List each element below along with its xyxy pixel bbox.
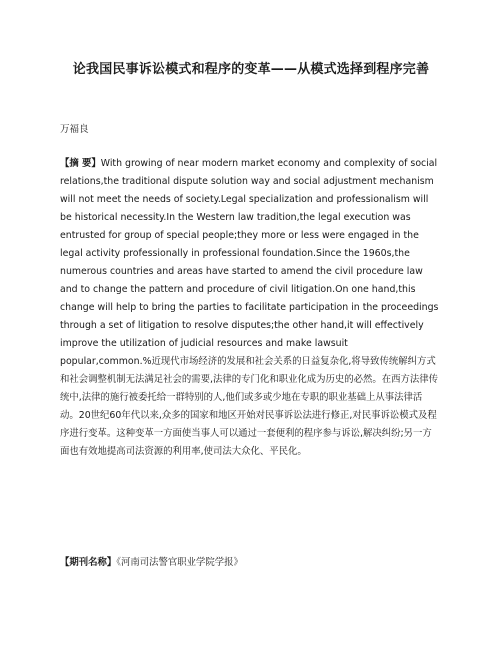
- abstract-english: With growing of near modern market economy and complexity of social relations,the traditional dispute solution way and social adjustment mechanism will not meet the needs of society.Legal specialization and professionalism will be historical necessity.In the Western law tradition,the legal execution was entrusted for group of special people;they more or less were engaged in the legal activity professionally in professional foundation.Since the 1960s,the numerous countries and areas have started to amend the civil procedure law and to change the pattern and procedure of civil litigation.On one hand,this change will help to bring the parties to facilitate participation in the proceedings through a set of litigation to resolve disputes;the other hand,it will effectively improve the utilization of judicial resources and make lawsuit popular,common.: [60, 158, 439, 367]
- abstract-paragraph: [60, 155, 440, 461]
- abstract-label: 【摘 要】: [60, 158, 101, 169]
- journal-line: [60, 556, 243, 570]
- abstract-chinese: %近现代市场经济的发展和社会关系的日益复杂化,将导致传统解纠方式和社会调整机制无法满足社会的需要,法律的专门化和职业化成为历史的必然。在西方法律传统中,法律的施行被委托给一群特别的人,他们或多或少地在专职的职业基础上从事法律活动。20世纪60年代以来,众多的国家和地区开始对民事诉讼法进行修正,对民事诉讼模式及程序进行变革。这种变革一方面使当事人可以通过一套便利的程序参与诉讼,解决纠纷;另一方面也有效地提高司法资源的利用率,使司法大众化、平民化。: [60, 356, 438, 457]
- journal-label: 【期刊名称】: [60, 557, 117, 568]
- article-title: 论我国民事诉讼模式和程序的变革——从模式选择到程序完善: [72, 62, 430, 77]
- author-name: 万福良: [60, 124, 89, 135]
- journal-name: 《河南司法警官职业学院学报》: [116, 557, 243, 568]
